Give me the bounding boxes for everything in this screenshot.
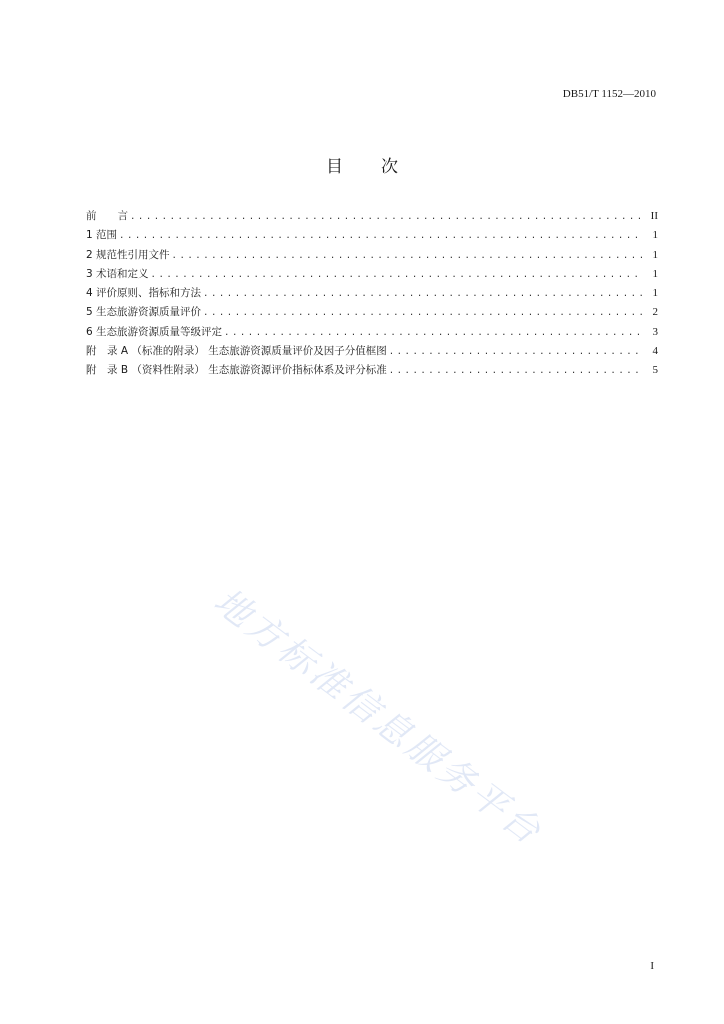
title-char-1: 目 [326,157,343,177]
toc-entry-label: 前 言 [86,210,128,222]
toc-entry-label: 2 规范性引用文件 [86,248,170,261]
toc-leader-dots [389,366,642,376]
toc-leader-dots [172,251,642,261]
toc-entry-normative-references[interactable] [86,247,658,266]
toc-leader-dots [130,212,642,222]
toc-entry-label: 1 范围 [86,229,118,242]
watermark: 地方标准信息服务平台 [206,580,551,855]
page-title [0,152,724,177]
page-number: I [650,960,654,972]
toc-entry-page: 4 [652,345,658,358]
toc-entry-page: II [650,210,658,222]
toc-entry-grade-assessment[interactable] [86,324,658,343]
toc-entry-page: 3 [652,325,658,338]
toc-entry-label: 附 录 A （标准的附录） 生态旅游资源质量评价及因子分值框图 [86,345,387,358]
toc-entry-page: 1 [652,229,658,242]
toc-entry-label: 5 生态旅游资源质量评价 [86,306,202,319]
toc-entry-foreword[interactable] [86,208,658,227]
toc-entry-label: 6 生态旅游资源质量等级评定 [86,325,223,338]
toc-entry-page: 1 [652,287,658,300]
toc-entry-label: 附 录 B （资料性附录） 生态旅游资源评价指标体系及评分标准 [86,364,387,377]
toc-leader-dots [224,328,642,338]
toc-entry-page: 2 [652,306,658,319]
toc-leader-dots [119,231,642,241]
toc-entry-appendix-a[interactable] [86,343,658,362]
toc-entry-quality-evaluation[interactable] [86,304,658,323]
toc-entry-label: 3 术语和定义 [86,267,149,280]
toc-entry-appendix-b[interactable] [86,362,658,381]
table-of-contents [86,208,658,382]
toc-entry-page: 1 [652,248,658,261]
toc-entry-evaluation-principles[interactable] [86,285,658,304]
toc-leader-dots [203,289,642,299]
toc-entry-terms-definitions[interactable] [86,266,658,285]
toc-leader-dots [389,347,642,357]
toc-leader-dots [151,270,642,280]
toc-entry-page: 5 [652,364,658,377]
toc-entry-label: 4 评价原则、指标和方法 [86,287,202,300]
toc-entry-scope[interactable] [86,227,658,246]
toc-entry-page: 1 [652,267,658,280]
document-code: DB51/T 1152—2010 [562,88,656,100]
toc-leader-dots [203,308,642,318]
title-char-2: 次 [381,157,398,177]
